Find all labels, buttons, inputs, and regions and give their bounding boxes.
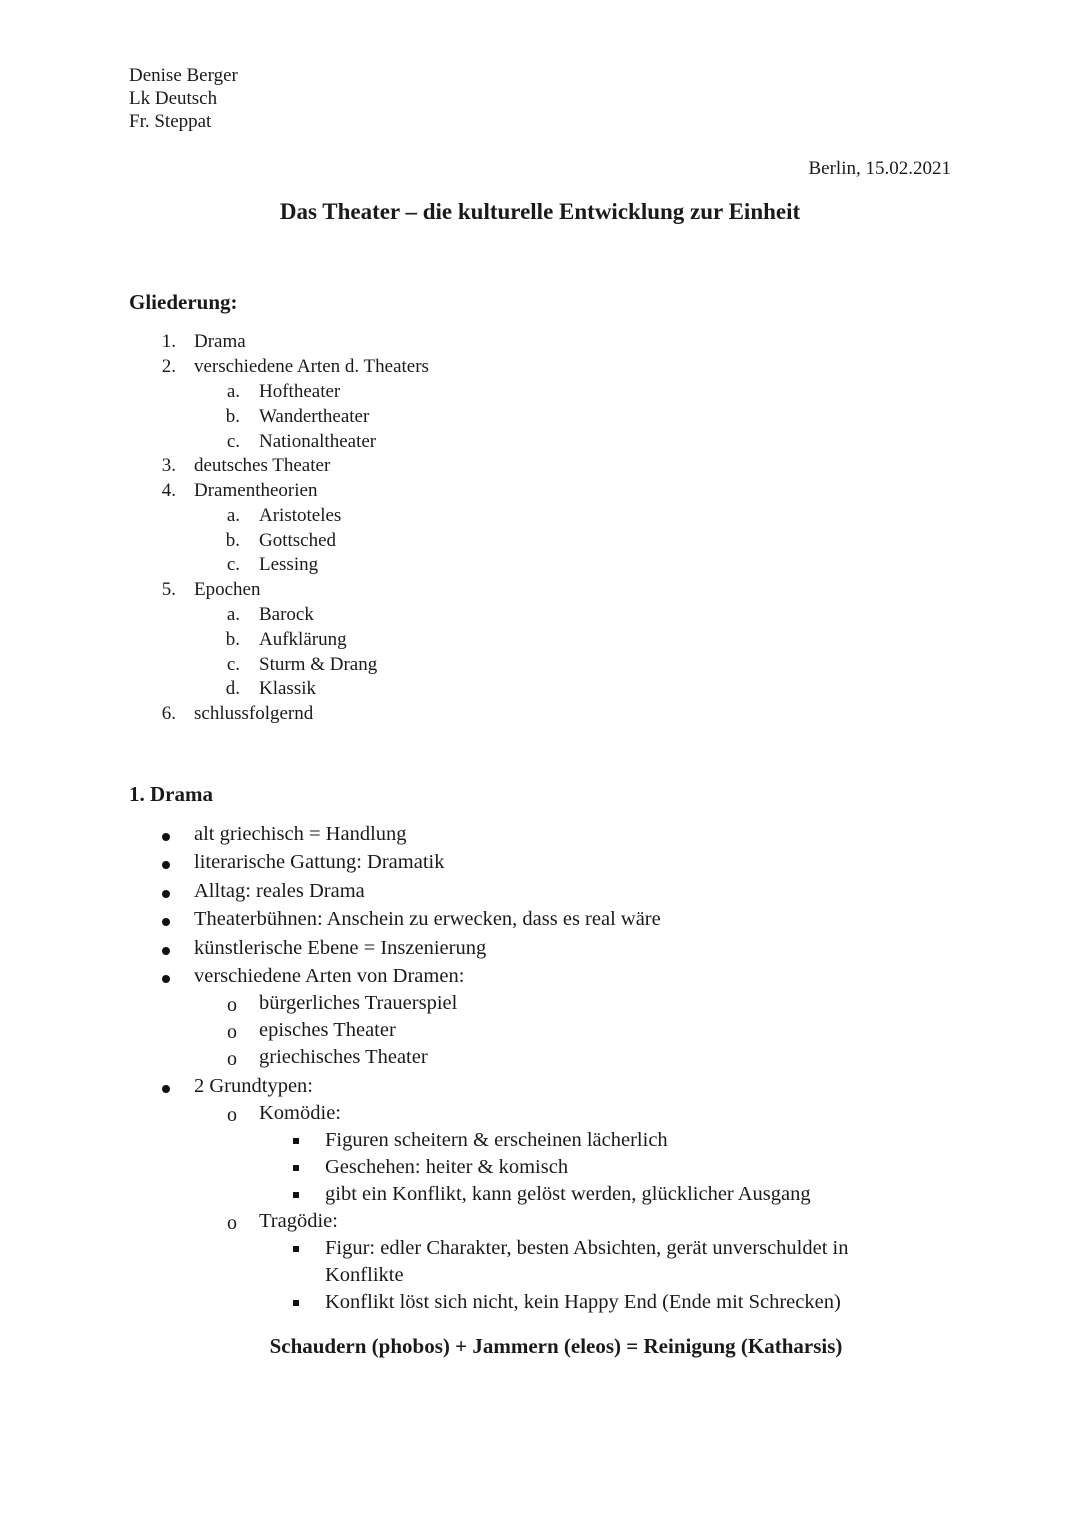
list-item: Alltag: reales Drama: [194, 880, 365, 902]
circle-bullet-icon: o: [227, 1048, 237, 1070]
list-item: Geschehen: heiter & komisch: [325, 1156, 569, 1178]
list-item: Tragödie:: [259, 1210, 338, 1232]
list-item-continuation: Konflikte: [325, 1264, 404, 1286]
list-item: Komödie:: [259, 1102, 341, 1124]
circle-bullet-icon: o: [227, 1212, 237, 1234]
list-item: Figur: edler Charakter, besten Absichten, gerät unverschuldet in: [325, 1237, 849, 1259]
square-bullet-icon: [293, 1300, 299, 1306]
course-name: Lk Deutsch: [129, 88, 218, 109]
list-item: Figuren scheitern & erscheinen lächerlich: [325, 1129, 668, 1151]
bullet-icon: [162, 890, 170, 898]
square-bullet-icon: [293, 1192, 299, 1198]
circle-bullet-icon: o: [227, 1021, 237, 1043]
katharsis-formula: Schaudern (phobos) + Jammern (eleos) = Reinigung (Katharsis): [269, 1334, 843, 1358]
author-name: Denise Berger: [129, 65, 238, 86]
outline-heading: Gliederung:: [129, 290, 238, 314]
list-item: episches Theater: [259, 1019, 396, 1041]
section-heading: 1. Drama: [129, 782, 213, 806]
bullet-icon: [162, 833, 170, 841]
list-item: alt griechisch = Handlung: [194, 823, 407, 845]
list-item: griechisches Theater: [259, 1046, 428, 1068]
bullet-icon: [162, 947, 170, 955]
list-item: künstlerische Ebene = Inszenierung: [194, 937, 487, 959]
list-item: Konflikt löst sich nicht, kein Happy End (Ende mit Schrecken): [325, 1291, 841, 1313]
circle-bullet-icon: o: [227, 994, 237, 1016]
document-title: Das Theater – die kulturelle Entwicklung zur Einheit: [279, 199, 801, 224]
bullet-icon: [162, 975, 170, 983]
square-bullet-icon: [293, 1246, 299, 1252]
list-item: verschiedene Arten von Dramen:: [194, 965, 465, 987]
list-item: 2 Grundtypen:: [194, 1075, 313, 1097]
circle-bullet-icon: o: [227, 1104, 237, 1126]
list-item: gibt ein Konflikt, kann gelöst werden, glücklicher Ausgang: [325, 1183, 811, 1205]
list-item: literarische Gattung: Dramatik: [194, 851, 445, 873]
square-bullet-icon: [293, 1138, 299, 1144]
square-bullet-icon: [293, 1165, 299, 1171]
bullet-icon: [162, 1085, 170, 1093]
list-item: bürgerliches Trauerspiel: [259, 992, 458, 1014]
teacher-name: Fr. Steppat: [129, 111, 212, 132]
document-date: Berlin, 15.02.2021: [808, 158, 951, 179]
bullet-icon: [162, 861, 170, 869]
bullet-icon: [162, 918, 170, 926]
list-item: Theaterbühnen: Anschein zu erwecken, dass es real wäre: [194, 908, 661, 930]
